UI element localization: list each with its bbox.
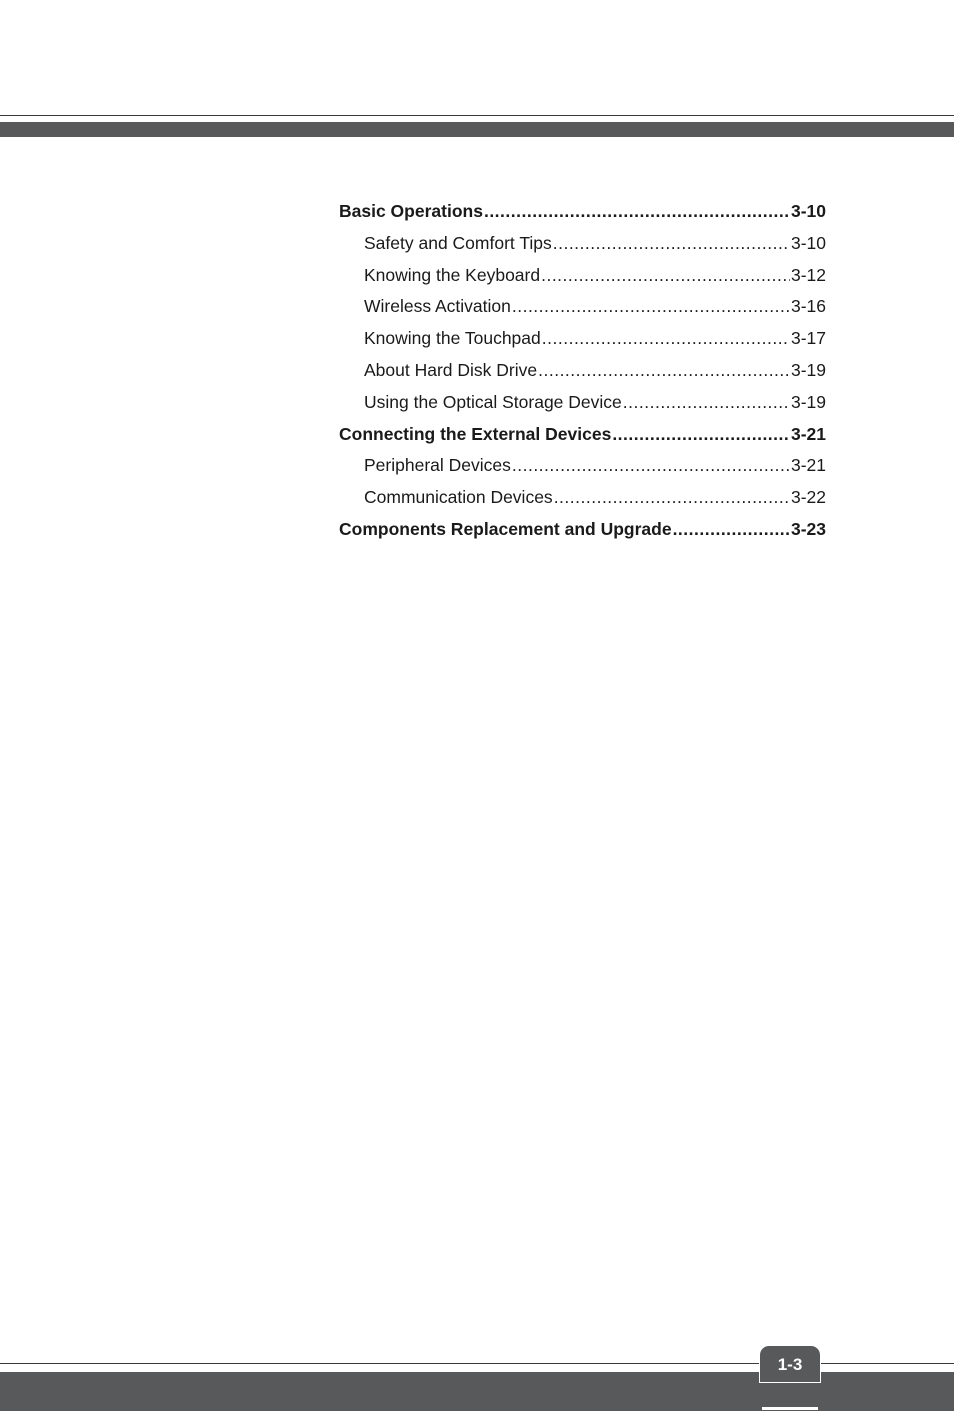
toc-entry-page: 3-19 [790,391,826,412]
toc-entry-title: Components Replacement and Upgrade [339,518,672,539]
toc-entry-communication-devices[interactable] [339,485,826,517]
toc-leader-dots [554,485,790,509]
toc-entry-page: 3-17 [790,328,826,349]
page-number: 1-3 [777,1355,803,1374]
toc-entry-page: 3-23 [790,518,826,539]
page-number-tab [759,1345,821,1383]
toc-entry-title: Peripheral Devices [364,455,511,476]
toc-entry-page: 3-16 [790,296,826,317]
toc-leader-dots [623,390,790,414]
toc-entry-title: Connecting the External Devices [339,423,612,444]
toc-entry-title: About Hard Disk Drive [364,359,538,380]
toc-leader-dots [484,199,790,223]
toc-leader-dots [541,263,790,287]
toc-entry-peripheral-devices[interactable] [339,453,826,485]
toc-entry-title: Communication Devices [364,487,553,508]
toc-entry-basic-operations[interactable] [339,199,826,231]
toc-entry-title: Knowing the Keyboard [364,264,541,285]
toc-entry-knowing-the-touchpad[interactable] [339,326,826,358]
toc-entry-page: 3-19 [790,359,826,380]
toc-entry-page: 3-22 [790,487,826,508]
header-bar [0,122,954,137]
header-rule [0,115,954,116]
toc-entry-about-hard-disk-drive[interactable] [339,358,826,390]
page-tab-notch [762,1407,818,1410]
toc-entry-wireless-activation[interactable] [339,294,826,326]
toc-entry-connecting-the-external-devices[interactable] [339,422,826,454]
toc-entry-knowing-the-keyboard[interactable] [339,263,826,295]
toc-entry-page: 3-21 [790,455,826,476]
toc-leader-dots [538,358,790,382]
toc-leader-dots [553,231,790,255]
toc-entry-title: Using the Optical Storage Device [364,391,622,412]
toc-entry-title: Wireless Activation [364,296,511,317]
toc-entry-using-the-optical-storage-device[interactable] [339,390,826,422]
toc-leader-dots [512,294,790,318]
toc-leader-dots [673,517,790,541]
toc-entry-title: Safety and Comfort Tips [364,232,552,253]
toc-entry-page: 3-10 [790,201,826,221]
toc-leader-dots [612,422,790,446]
toc-entry-title: Knowing the Touchpad [364,328,541,349]
toc-entry-page: 3-10 [790,232,826,253]
toc-entry-page: 3-12 [790,264,826,285]
table-of-contents [339,199,826,549]
toc-leader-dots [512,453,790,477]
toc-leader-dots [542,326,790,350]
toc-entry-safety-and-comfort-tips[interactable] [339,231,826,263]
toc-entry-components-replacement-and-upgrade[interactable] [339,517,826,549]
toc-entry-title: Basic Operations [339,201,483,221]
toc-entry-page: 3-21 [790,423,826,444]
